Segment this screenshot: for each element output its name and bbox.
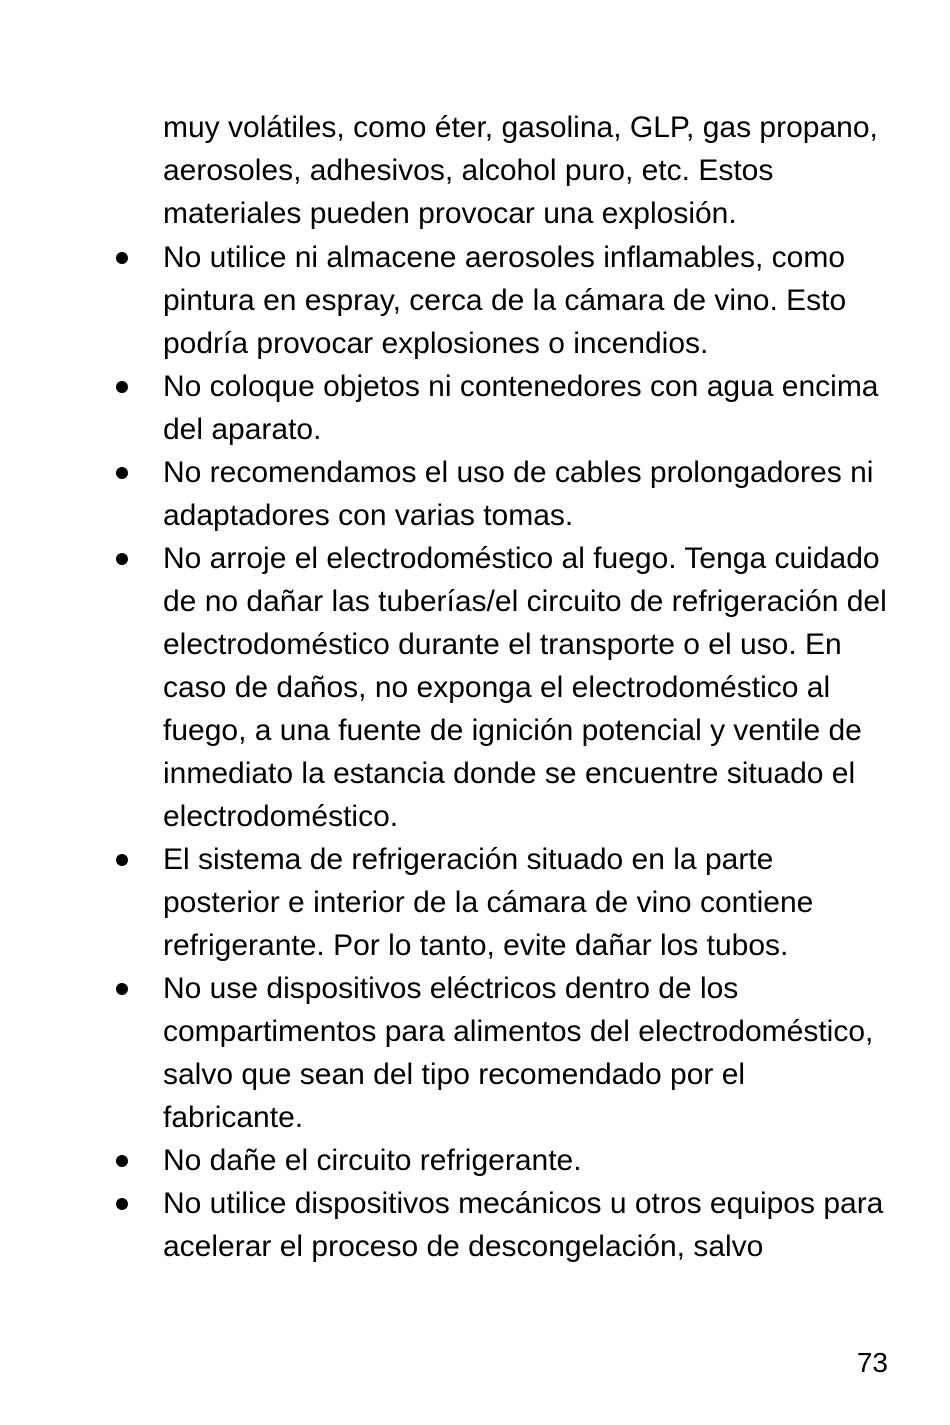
bullet-item-7 xyxy=(0,1139,893,1182)
bullet-text: No recomendamos el uso de cables prolongadores ni adaptadores con varias tomas. xyxy=(163,456,874,532)
bullet-icon xyxy=(116,1155,128,1167)
bullet-text: No use dispositivos eléctricos dentro de los compartimentos para alimentos del electrodoméstico, salvo que sean del tipo recomendado por el fabricante. xyxy=(163,972,874,1134)
bullet-item-2 xyxy=(0,365,893,451)
bullet-item-5 xyxy=(0,838,893,967)
bullet-item-6 xyxy=(0,967,893,1139)
bullet-icon xyxy=(116,467,128,479)
continuation-paragraph: muy volátiles, como éter, gasolina, GLP, gas propano, aerosoles, adhesivos, alcohol puro, etc. Estos materiales pueden provocar una explosión. xyxy=(163,111,878,230)
bullet-text: No coloque objetos ni contenedores con agua encima del aparato. xyxy=(163,370,879,446)
bullet-icon xyxy=(116,252,128,264)
bullet-icon xyxy=(116,983,128,995)
bullet-text: No utilice dispositivos mecánicos u otros equipos para acelerar el proceso de descongelación, salvo xyxy=(163,1187,884,1263)
page-number: 73 xyxy=(856,1347,888,1378)
safety-bullet-list xyxy=(0,236,950,1268)
bullet-icon xyxy=(116,1198,128,1210)
bullet-item-4 xyxy=(0,537,893,838)
bullet-item-1 xyxy=(0,236,893,365)
bullet-icon xyxy=(116,381,128,393)
bullet-item-8 xyxy=(0,1182,893,1268)
bullet-icon xyxy=(116,553,128,565)
bullet-text: El sistema de refrigeración situado en la parte posterior e interior de la cámara de vino contiene refrigerante. Por lo tanto, evite dañar los tubos. xyxy=(163,843,814,962)
bullet-icon xyxy=(116,854,128,866)
bullet-text: No dañe el circuito refrigerante. xyxy=(163,1144,582,1177)
bullet-text: No utilice ni almacene aerosoles inflamables, como pintura en espray, cerca de la cámara de vino. Esto podría provocar explosiones o incendios. xyxy=(163,241,847,360)
bullet-text: No arroje el electrodoméstico al fuego. Tenga cuidado de no dañar las tuberías/el circuito de refrigeración del electrodoméstico durante el transporte o el uso. En caso de daños, no exponga el electrodoméstico al fuego, a una fuente de ignición potencial y ventile de inmediato la estancia donde se encuentre situado el electrodoméstico. xyxy=(163,542,887,833)
bullet-item-3 xyxy=(0,451,893,537)
